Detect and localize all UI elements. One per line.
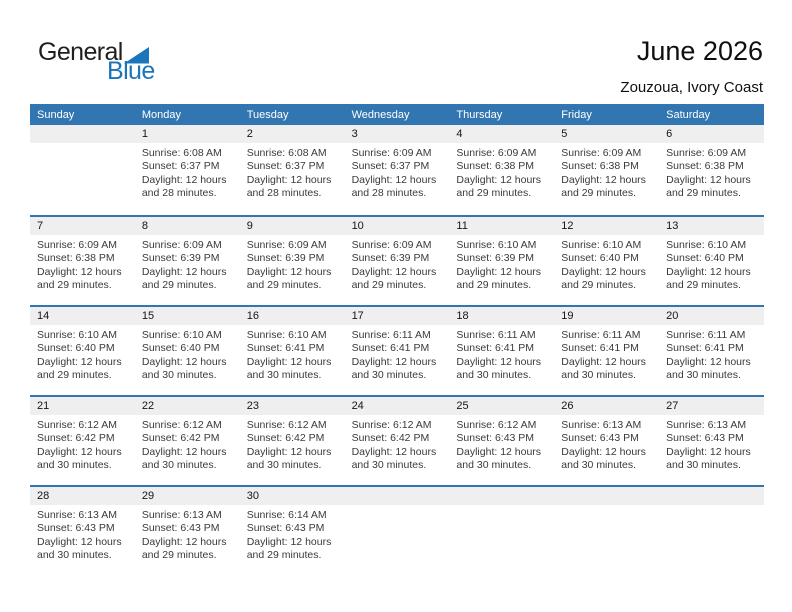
sunrise-line: Sunrise: 6:13 AM: [561, 419, 642, 431]
daylight-line: Daylight: 12 hours and 30 minutes.: [141, 445, 227, 472]
sunset-line: Sunset: 6:42 PM: [246, 432, 325, 445]
day-details-row: [30, 415, 764, 473]
daylight-line: Daylight: 12 hours and 30 minutes.: [141, 355, 227, 382]
column-header-friday: Friday: [561, 108, 592, 121]
sunset-line: Sunset: 6:40 PM: [561, 252, 639, 265]
daylight-line: Daylight: 12 hours and 29 minutes.: [666, 173, 751, 200]
daylight-line: Daylight: 12 hours and 29 minutes.: [141, 265, 227, 292]
day-number-5: 5: [561, 128, 568, 140]
day-number-18: 18: [456, 310, 469, 322]
day-cell-25: [449, 415, 554, 473]
sunrise-line: Sunrise: 6:10 AM: [561, 239, 642, 251]
sunset-line: Sunset: 6:41 PM: [456, 342, 535, 355]
day-cell-17: [345, 325, 450, 383]
sunrise-line: Sunrise: 6:11 AM: [561, 329, 641, 341]
empty-day-cell: [554, 505, 659, 563]
calendar-weeks: [30, 125, 764, 575]
day-number-20: 20: [666, 310, 679, 322]
sunset-line: Sunset: 6:38 PM: [561, 160, 639, 173]
day-number-band: [30, 307, 764, 325]
sunrise-line: Sunrise: 6:11 AM: [351, 329, 431, 341]
sunrise-line: Sunrise: 6:13 AM: [666, 419, 747, 431]
sunrise-line: Sunrise: 6:09 AM: [141, 239, 222, 251]
sunrise-line: Sunrise: 6:12 AM: [37, 419, 117, 431]
day-cell-3: [345, 143, 450, 201]
sunset-line: Sunset: 6:43 PM: [456, 432, 535, 445]
day-cell-14: [30, 325, 135, 383]
empty-day-cell: [345, 505, 450, 563]
week-row: [30, 485, 764, 575]
daylight-line: Daylight: 12 hours and 30 minutes.: [351, 355, 437, 382]
sunset-line: Sunset: 6:42 PM: [141, 432, 220, 445]
daylight-line: Daylight: 12 hours and 29 minutes.: [351, 265, 437, 292]
weekday-header-row: [30, 104, 764, 125]
day-number-13: 13: [666, 220, 679, 232]
day-number-28: 28: [37, 490, 50, 502]
daylight-line: Daylight: 12 hours and 30 minutes.: [456, 355, 542, 382]
daylight-line: Daylight: 12 hours and 30 minutes.: [246, 445, 332, 472]
sunset-line: Sunset: 6:39 PM: [456, 252, 535, 265]
day-number-22: 22: [141, 400, 155, 412]
day-number-26: 26: [561, 400, 574, 412]
day-cell-24: [345, 415, 450, 473]
day-cell-7: [30, 235, 135, 293]
sunset-line: Sunset: 6:38 PM: [666, 160, 744, 173]
day-cell-27: [659, 415, 764, 473]
sunrise-line: Sunrise: 6:09 AM: [561, 147, 642, 159]
day-cell-4: [449, 143, 554, 201]
day-number-17: 17: [351, 310, 364, 322]
day-details-row: [30, 235, 764, 293]
daylight-line: Daylight: 12 hours and 29 minutes.: [561, 173, 646, 200]
day-number-24: 24: [351, 400, 364, 412]
sunset-line: Sunset: 6:41 PM: [246, 342, 325, 355]
day-number-band: [30, 125, 764, 143]
day-number-12: 12: [561, 220, 574, 232]
sunrise-line: Sunrise: 6:08 AM: [246, 147, 327, 159]
daylight-line: Daylight: 12 hours and 29 minutes.: [37, 265, 122, 292]
daylight-line: Daylight: 12 hours and 29 minutes.: [561, 265, 646, 292]
sunset-line: Sunset: 6:37 PM: [351, 160, 430, 173]
day-number-3: 3: [351, 128, 358, 140]
sunset-line: Sunset: 6:39 PM: [351, 252, 430, 265]
sunset-line: Sunset: 6:40 PM: [37, 342, 115, 355]
sunset-line: Sunset: 6:43 PM: [561, 432, 639, 445]
sunrise-line: Sunrise: 6:11 AM: [456, 329, 536, 341]
day-cell-16: [240, 325, 345, 383]
daylight-line: Daylight: 12 hours and 29 minutes.: [246, 265, 332, 292]
title-block: [620, 37, 763, 96]
sunrise-line: Sunrise: 6:14 AM: [246, 509, 327, 521]
empty-day-cell: [449, 505, 554, 563]
day-number-8: 8: [141, 220, 148, 232]
sunrise-line: Sunrise: 6:08 AM: [141, 147, 222, 159]
day-details-row: [30, 143, 764, 201]
sunset-line: Sunset: 6:43 PM: [141, 522, 220, 535]
day-cell-28: [30, 505, 135, 563]
sunrise-line: Sunrise: 6:10 AM: [141, 329, 222, 341]
sunset-line: Sunset: 6:41 PM: [666, 342, 744, 355]
daylight-line: Daylight: 12 hours and 29 minutes.: [456, 173, 542, 200]
daylight-line: Daylight: 12 hours and 30 minutes.: [246, 355, 332, 382]
day-number-11: 11: [456, 220, 468, 232]
day-number-25: 25: [456, 400, 469, 412]
column-header-saturday: Saturday: [666, 108, 711, 121]
empty-day-cell: [30, 143, 135, 201]
daylight-line: Daylight: 12 hours and 30 minutes.: [666, 355, 751, 382]
sunset-line: Sunset: 6:43 PM: [246, 522, 325, 535]
sunrise-line: Sunrise: 6:10 AM: [37, 329, 117, 341]
day-number-band: [30, 397, 764, 415]
sunrise-line: Sunrise: 6:12 AM: [246, 419, 327, 431]
daylight-line: Daylight: 12 hours and 30 minutes.: [351, 445, 437, 472]
sunrise-line: Sunrise: 6:09 AM: [37, 239, 117, 251]
day-cell-19: [554, 325, 659, 383]
sunrise-line: Sunrise: 6:09 AM: [351, 239, 432, 251]
daylight-line: Daylight: 12 hours and 28 minutes.: [141, 173, 227, 200]
sunrise-line: Sunrise: 6:12 AM: [456, 419, 537, 431]
week-row: [30, 305, 764, 395]
day-cell-1: [135, 143, 240, 201]
day-cell-2: [240, 143, 345, 201]
day-number-27: 27: [666, 400, 679, 412]
sunrise-line: Sunrise: 6:10 AM: [246, 329, 327, 341]
week-row: [30, 125, 764, 215]
general-blue-logo: [38, 40, 155, 84]
day-number-10: 10: [351, 220, 364, 232]
daylight-line: Daylight: 12 hours and 29 minutes.: [246, 535, 332, 562]
day-cell-8: [135, 235, 240, 293]
day-cell-13: [659, 235, 764, 293]
day-cell-30: [240, 505, 345, 563]
day-cell-20: [659, 325, 764, 383]
day-cell-6: [659, 143, 764, 201]
logo-word-general: General: [38, 38, 123, 66]
sunset-line: Sunset: 6:43 PM: [666, 432, 744, 445]
empty-day-cell: [659, 505, 764, 563]
sunset-line: Sunset: 6:37 PM: [246, 160, 325, 173]
sunrise-line: Sunrise: 6:10 AM: [456, 239, 537, 251]
sunrise-line: Sunrise: 6:09 AM: [666, 147, 747, 159]
day-number-1: 1: [141, 128, 148, 140]
sunset-line: Sunset: 6:38 PM: [456, 160, 535, 173]
day-number-band: [30, 487, 764, 505]
day-number-30: 30: [246, 490, 259, 502]
column-header-sunday: Sunday: [37, 108, 75, 121]
sunrise-line: Sunrise: 6:13 AM: [37, 509, 117, 521]
day-number-9: 9: [246, 220, 253, 232]
day-cell-18: [449, 325, 554, 383]
day-details-row: [30, 505, 764, 563]
sunset-line: Sunset: 6:39 PM: [246, 252, 325, 265]
day-number-4: 4: [456, 128, 463, 140]
sunrise-line: Sunrise: 6:13 AM: [141, 509, 222, 521]
daylight-line: Daylight: 12 hours and 28 minutes.: [351, 173, 437, 200]
column-header-wednesday: Wednesday: [351, 108, 410, 121]
daylight-line: Daylight: 12 hours and 30 minutes.: [456, 445, 542, 472]
day-number-2: 2: [246, 128, 253, 140]
day-number-14: 14: [37, 310, 50, 322]
logo-word-blue: Blue: [107, 57, 155, 85]
day-cell-5: [554, 143, 659, 201]
daylight-line: Daylight: 12 hours and 29 minutes.: [666, 265, 751, 292]
sunset-line: Sunset: 6:40 PM: [141, 342, 220, 355]
week-row: [30, 215, 764, 305]
day-cell-26: [554, 415, 659, 473]
day-number-29: 29: [141, 490, 155, 502]
sunset-line: Sunset: 6:39 PM: [141, 252, 220, 265]
day-cell-15: [135, 325, 240, 383]
daylight-line: Daylight: 12 hours and 29 minutes.: [456, 265, 542, 292]
day-number-16: 16: [246, 310, 259, 322]
day-cell-10: [345, 235, 450, 293]
column-header-thursday: Thursday: [456, 108, 503, 121]
daylight-line: Daylight: 12 hours and 30 minutes.: [37, 445, 122, 472]
page-title: June 2026: [636, 36, 763, 66]
calendar: [30, 104, 764, 575]
week-row: [30, 395, 764, 485]
column-header-tuesday: Tuesday: [246, 108, 289, 121]
sunrise-line: Sunrise: 6:11 AM: [666, 329, 746, 341]
sunrise-line: Sunrise: 6:12 AM: [351, 419, 432, 431]
daylight-line: Daylight: 12 hours and 30 minutes.: [561, 445, 646, 472]
day-cell-9: [240, 235, 345, 293]
daylight-line: Daylight: 12 hours and 29 minutes.: [141, 535, 227, 562]
day-cell-12: [554, 235, 659, 293]
sunset-line: Sunset: 6:41 PM: [351, 342, 430, 355]
day-number-19: 19: [561, 310, 574, 322]
day-cell-29: [135, 505, 240, 563]
day-number-23: 23: [246, 400, 259, 412]
day-number-band: [30, 217, 764, 235]
sunrise-line: Sunrise: 6:09 AM: [351, 147, 432, 159]
day-number-7: 7: [37, 220, 44, 232]
day-number-15: 15: [141, 310, 155, 322]
sunrise-line: Sunrise: 6:09 AM: [456, 147, 537, 159]
sunrise-line: Sunrise: 6:10 AM: [666, 239, 747, 251]
day-cell-23: [240, 415, 345, 473]
daylight-line: Daylight: 12 hours and 29 minutes.: [37, 355, 122, 382]
daylight-line: Daylight: 12 hours and 30 minutes.: [666, 445, 751, 472]
sunset-line: Sunset: 6:41 PM: [561, 342, 639, 355]
sunset-line: Sunset: 6:42 PM: [351, 432, 430, 445]
day-cell-11: [449, 235, 554, 293]
page-subtitle: Zouzoua, Ivory Coast: [620, 78, 763, 96]
day-cell-22: [135, 415, 240, 473]
day-number-21: 21: [37, 400, 50, 412]
column-header-monday: Monday: [141, 108, 181, 121]
daylight-line: Daylight: 12 hours and 30 minutes.: [37, 535, 122, 562]
sunrise-line: Sunrise: 6:12 AM: [141, 419, 222, 431]
sunset-line: Sunset: 6:40 PM: [666, 252, 744, 265]
sunset-line: Sunset: 6:37 PM: [141, 160, 220, 173]
day-details-row: [30, 325, 764, 383]
sunset-line: Sunset: 6:38 PM: [37, 252, 115, 265]
sunrise-line: Sunrise: 6:09 AM: [246, 239, 327, 251]
sunset-line: Sunset: 6:43 PM: [37, 522, 115, 535]
sunset-line: Sunset: 6:42 PM: [37, 432, 115, 445]
day-cell-21: [30, 415, 135, 473]
day-number-6: 6: [666, 128, 673, 140]
daylight-line: Daylight: 12 hours and 28 minutes.: [246, 173, 332, 200]
daylight-line: Daylight: 12 hours and 30 minutes.: [561, 355, 646, 382]
